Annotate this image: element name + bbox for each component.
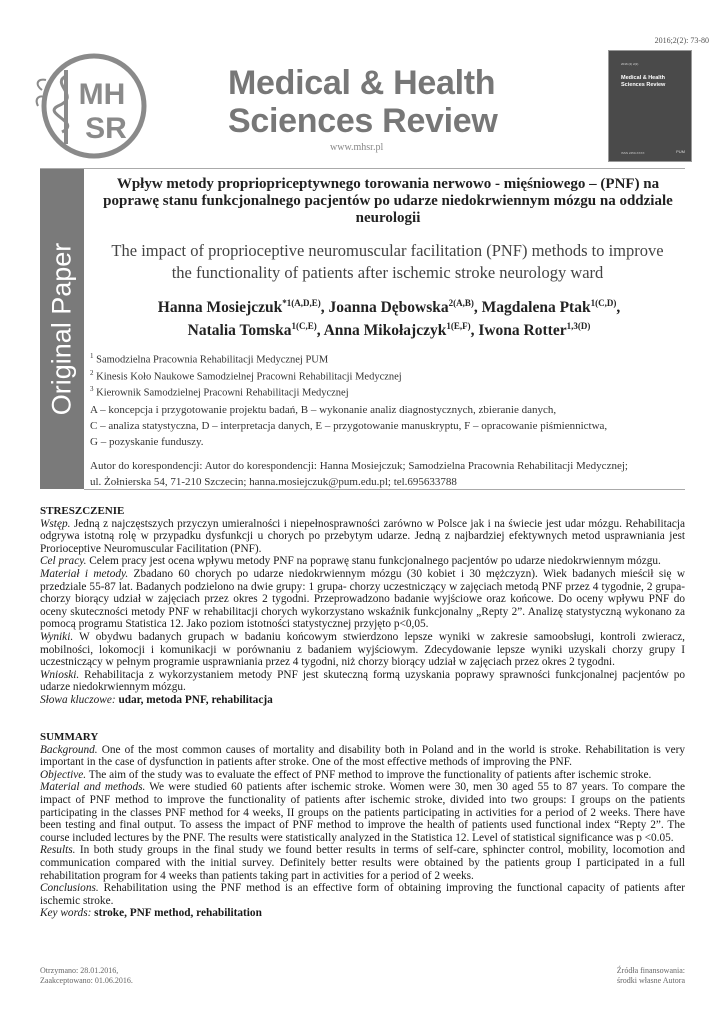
- author: Joanna Dębowska$^{2(A,B)}$,: [328, 297, 482, 316]
- abstract-paragraph: Material and methods. We were studied 60 patients after ischemic stroke. Women were 30, men 30 aged 55 to 87 years. To compare the impact of PNF method to improve the functionality of patients after ischemic stroke, divided into two groups: I groups on the patients participating in the classes PNF method for 4 weeks, II groups on the patients participating in activities for a period of 2 weeks. There have been testing and final output. To assess the impact of PNF method to improve the health of patients used functional index “Repty 2”. The course included lectures by the PNF. The results were statistically analyzed in the Statistica 12. Level of statistical significance was p <0.05.: [40, 781, 685, 844]
- cover-publisher: PUM: [676, 149, 685, 154]
- summary-heading: SUMMARY: [40, 731, 99, 743]
- svg-text:MH: MH: [78, 78, 126, 111]
- abstract-paragraph: Wyniki. W obydwu badanych grupach w badaniu końcowym stwierdzono lepsze wyniki w zakresie samoobsługi, kontroli zwieracz, mobilności, lokomocji i komunikacji w porównaniu z badaniem wyjściowym. Zdecydowanie lepsze wyniki uzyskali chorzy grupy I uczestniczący w pełnym programie usprawniania przez 4 tygodni, niż chorzy biorący udział w zajęciach przez okres 2 tygodni.: [40, 630, 685, 669]
- svg-text:SR: SR: [85, 112, 127, 145]
- author-contributions: [90, 402, 680, 450]
- abstract-paragraph: Background. One of the most common causes of mortality and disability both in Poland and in the world is stroke. Rehabilitation is very important in the case of dysfunction in patients after stroke. One of the most effective methods of improving the PNF.: [40, 743, 685, 769]
- title-polish: Wpływ metody propriopriceptywnego torowania nerwowo - mięśniowego – (PNF) na poprawę stanu funkcjonalnego pacjentów po udarze niedokrwiennym mózgu na oddziale neurologii: [103, 176, 673, 226]
- author: Anna Mikołajczyk$^{1(E,F)}$,: [323, 320, 479, 339]
- abstract-paragraph: Conclusions. Rehabilitation using the PNF method is an effective form of obtaining improving the functional capacity of patients after ischemic stroke.: [40, 882, 685, 907]
- contribution-line: A – koncepcja i przygotowanie projektu badań, B – wykonanie analiz diagnostycznych, zbieranie danych,: [90, 404, 557, 416]
- abstract-paragraph: Wstęp. Jedną z najczęstszych przyczyn umieralności i niepełnosprawności zarówno w Polsce jak i na świecie jest udar mózgu. Rehabilitacja odgrywa istotną rolę w przypadku dysfunkcji u chorych po przebytym udarze. Jedną z najbardziej efektywnych metod usprawniania jest Prorioceptive Neuromuscular Facilitation (PNF).: [40, 517, 685, 555]
- cover-title-line1: Medical & Health: [621, 75, 666, 81]
- citation: 2016;2(2): 73-80: [654, 36, 709, 45]
- journal-url[interactable]: www.mhsr.pl: [330, 142, 384, 153]
- streszczenie-heading: STRESZCZENIE: [40, 505, 125, 517]
- affiliations: [90, 350, 402, 400]
- cover-top-text: 2016 (2) 2(2): [621, 62, 639, 66]
- accepted-date: Zaakceptowano: 01.06.2016.: [40, 976, 133, 985]
- header-divider: [40, 168, 685, 169]
- author-list: [90, 296, 688, 342]
- author: Natalia Tomska$^{1(C,E)}$,: [187, 320, 324, 339]
- journal-cover-thumbnail: [608, 50, 692, 162]
- received-date: Otrzymano: 28.01.2016,: [40, 966, 119, 975]
- keywords-english: Key words: stroke, PNF method, rehabilitation: [40, 907, 262, 920]
- abstract-paragraph: Cel pracy. Celem pracy jest ocena wpływu metody PNF na poprawę stanu funkcjonalnego pacjentów po udarze niedokrwiennym mózgu.: [40, 555, 661, 568]
- abstract-polish: [40, 505, 685, 707]
- funding-value: środki własne Autora: [617, 976, 685, 985]
- affiliation: $^3$ Kierownik Samodzielnej Pracowni Rehabilitacji Medycznej: [90, 385, 349, 399]
- contribution-line: G – pozyskanie funduszy.: [90, 436, 204, 448]
- funding-label: Źródła finansowania:: [616, 966, 685, 975]
- cover-title-line2: Sciences Review: [621, 82, 666, 88]
- abstract-paragraph: Objective. The aim of the study was to evaluate the effect of PNF method to improve the functionality of patients after ischemic stroke.: [40, 768, 652, 781]
- abstract-paragraph: Results. In both study groups in the final study we found better results in terms of self-care, sphincter control, mobility, locomotion and communication compared with the initial survey. Definitely better results were obtained by the patients group I participated in a full rehabilitation program for 4 weeks than patients taking part in activities for a period of 2 weeks.: [40, 844, 685, 882]
- journal-title-line2: Sciences Review: [228, 102, 498, 140]
- correspondence: [90, 458, 680, 490]
- abstract-english: [40, 731, 685, 920]
- author: Magdalena Ptak$^{1(C,D)}$,: [481, 297, 621, 316]
- journal-title: [228, 64, 498, 140]
- cover-title: [621, 75, 665, 89]
- correspondence-line: Autor do korespondencji: Autor do korespondencji: Hanna Mosiejczuk; Samodzielna Pracownia Rehabilitacji Medycznej;: [90, 460, 628, 472]
- mhsr-logo: [32, 50, 150, 162]
- side-band: [40, 169, 84, 489]
- title-english: The impact of proprioceptive neuromuscular facilitation (PNF) methods to improve the functionality of patients after ischemic stroke neurology ward: [111, 241, 664, 282]
- abstract-paragraph: Materiał i metody. Zbadano 60 chorych po udarze niedokrwiennym mózgu (30 kobiet i 30 mężczyzn). Wiek badanych mieścił się w przedziale 55-87 lat. Badanych podzielono na dwie grupy: 1 grupa- chorzy uczestniczący w zajęciach metodą PNF przez 4 tygodnie, 2 grupa- chorzy biorący udział w zajęciach przez okres 2 tygodni. Przeprowadzono badanie wyjściowe oraz końcowe. Do oceny wpływu PNF do oceny skuteczności metody PNF w rehabilitacji chorych wykorzystano wskaźnik funkcjonalny „Repty 2”. Analizę statystyczną wykonano za pomocą programu Statistica 12. Jako poziom istotności statystycznej przyjęto p<0,05.: [40, 567, 685, 631]
- abstract-paragraph: Wnioski. Rehabilitacja z wykorzystaniem metody PNF jest skuteczną formą uzyskania poprawy sprawności funkcjonalnej pacjentów po udarze niedokrwiennym mózgu.: [40, 668, 685, 694]
- funding: [617, 966, 685, 986]
- contribution-line: C – analiza statystyczna, D – interpretacja danych, E – przygotowanie manuskryptu, F – opracowanie piśmiennictwa,: [90, 420, 608, 432]
- affiliation: $^1$ Samodzielna Pracownia Rehabilitacji Medycznej PUM: [90, 352, 329, 366]
- original-paper-label: Original Paper: [46, 242, 77, 416]
- author: Iwona Rotter$^{1,3(D)}$: [478, 320, 591, 339]
- cover-bottom-text: ISSN 2450-XXXX: [621, 151, 645, 155]
- author: Hanna Mosiejczuk$^{*1(A,D,E)}$,: [157, 297, 329, 316]
- affiliation: $^2$ Kinesis Koło Naukowe Samodzielnej Pracowni Rehabilitacji Medycznej: [90, 368, 402, 382]
- dates: [40, 966, 133, 986]
- keywords-polish: Słowa kluczowe: udar, metoda PNF, rehabilitacja: [40, 693, 273, 706]
- journal-title-line1: Medical & Health: [228, 64, 496, 102]
- correspondence-line: ul. Żołnierska 54, 71-210 Szczecin; hanna.mosiejczuk@pum.edu.pl; tel.695633788: [90, 476, 457, 488]
